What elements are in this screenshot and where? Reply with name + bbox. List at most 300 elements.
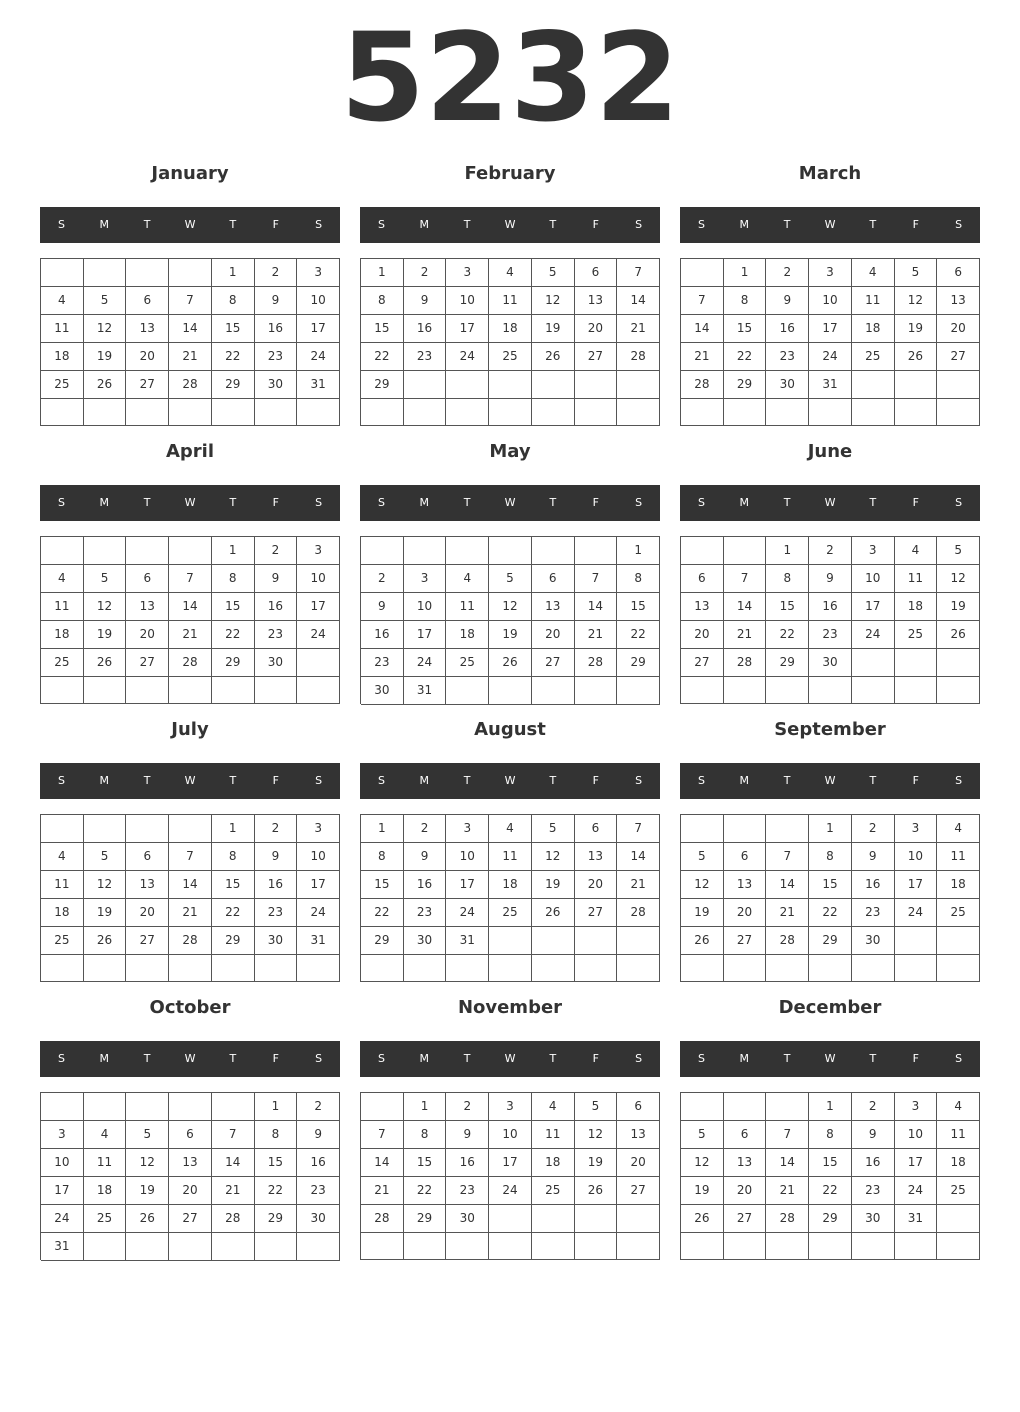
day-cell: 24 (895, 899, 938, 927)
day-cell: 7 (169, 843, 212, 871)
day-cell: 7 (212, 1121, 255, 1149)
day-cell: 11 (84, 1149, 127, 1177)
day-cell: 28 (617, 899, 660, 927)
day-cell: 27 (724, 1205, 767, 1233)
day-cell: 29 (404, 1205, 447, 1233)
day-cell: 20 (575, 871, 618, 899)
day-cell: 12 (681, 871, 724, 899)
empty-cell (169, 1233, 212, 1261)
day-cell: 13 (126, 593, 169, 621)
empty-cell (361, 955, 404, 982)
day-cell: 17 (895, 1149, 938, 1177)
empty-cell (255, 955, 298, 982)
empty-cell (255, 1233, 298, 1261)
weekday-label: F (272, 1052, 279, 1065)
day-cell: 8 (212, 287, 255, 315)
empty-cell (681, 259, 724, 287)
day-cell: 27 (724, 927, 767, 955)
empty-cell (617, 399, 660, 426)
day-cell: 30 (809, 649, 852, 677)
day-cell: 23 (852, 1177, 895, 1205)
day-cell: 29 (212, 649, 255, 677)
day-cell: 14 (617, 843, 660, 871)
day-cell: 25 (446, 649, 489, 677)
empty-cell (126, 815, 169, 843)
empty-cell (212, 399, 255, 426)
day-cell: 7 (361, 1121, 404, 1149)
day-cell: 8 (361, 287, 404, 315)
empty-cell (895, 371, 938, 399)
day-cell: 11 (489, 843, 532, 871)
month-name: October (149, 997, 231, 1018)
day-cell: 8 (809, 1121, 852, 1149)
empty-cell (617, 927, 660, 955)
day-cell: 8 (617, 565, 660, 593)
weekday-label: S (697, 218, 705, 231)
empty-cell (169, 399, 212, 426)
day-cell: 12 (532, 843, 575, 871)
weekday-label: T (143, 218, 151, 231)
day-cell: 15 (255, 1149, 298, 1177)
empty-cell (489, 371, 532, 399)
empty-cell (937, 649, 980, 677)
day-cell: 27 (169, 1205, 212, 1233)
weekday-label: S (635, 774, 643, 787)
empty-cell (937, 955, 980, 982)
empty-cell (169, 259, 212, 287)
day-cell: 7 (575, 565, 618, 593)
day-cell: 3 (297, 815, 340, 843)
day-cell: 17 (852, 593, 895, 621)
empty-cell (575, 537, 618, 565)
day-cell: 12 (532, 287, 575, 315)
empty-cell (895, 927, 938, 955)
day-cell: 10 (895, 843, 938, 871)
day-cell: 17 (809, 315, 852, 343)
day-cell: 14 (169, 871, 212, 899)
day-cell: 14 (681, 315, 724, 343)
empty-cell (575, 927, 618, 955)
day-cell: 3 (404, 565, 447, 593)
day-cell: 25 (532, 1177, 575, 1205)
day-cell: 4 (41, 843, 84, 871)
day-cell: 26 (532, 899, 575, 927)
day-cell: 17 (41, 1177, 84, 1205)
day-cell: 2 (255, 815, 298, 843)
day-cell: 4 (489, 815, 532, 843)
weekday-label: S (635, 1052, 643, 1065)
weekday-label: S (57, 496, 65, 509)
day-cell: 9 (255, 287, 298, 315)
day-cell: 22 (212, 621, 255, 649)
empty-cell (84, 815, 127, 843)
day-cell: 18 (84, 1177, 127, 1205)
empty-cell (212, 955, 255, 982)
day-cell: 12 (84, 315, 127, 343)
month-december (680, 992, 980, 1270)
day-cell: 18 (446, 621, 489, 649)
month-name: May (489, 441, 531, 462)
day-cell: 15 (617, 593, 660, 621)
day-cell: 10 (297, 287, 340, 315)
day-cell: 4 (41, 565, 84, 593)
empty-cell (84, 537, 127, 565)
day-cell: 3 (852, 537, 895, 565)
weekday-label: S (697, 774, 705, 787)
day-cell: 9 (297, 1121, 340, 1149)
day-cell: 19 (84, 343, 127, 371)
empty-cell (532, 927, 575, 955)
day-cell: 1 (724, 259, 767, 287)
weekday-label: W (824, 1052, 836, 1065)
empty-cell (404, 399, 447, 426)
day-cell: 2 (852, 815, 895, 843)
weekday-label: T (143, 1052, 151, 1065)
weekday-label: W (504, 1052, 516, 1065)
weekday-label: T (869, 774, 877, 787)
weekday-label: W (184, 774, 196, 787)
day-cell: 1 (212, 815, 255, 843)
weekday-header (360, 1041, 660, 1077)
day-cell: 28 (575, 649, 618, 677)
day-cell: 24 (809, 343, 852, 371)
day-cell: 29 (809, 927, 852, 955)
day-cell: 22 (255, 1177, 298, 1205)
day-cell: 7 (617, 259, 660, 287)
empty-cell (489, 927, 532, 955)
day-cell: 23 (446, 1177, 489, 1205)
day-cell: 11 (937, 1121, 980, 1149)
empty-cell (126, 537, 169, 565)
day-cell: 26 (575, 1177, 618, 1205)
day-cell: 26 (681, 1205, 724, 1233)
month-june (680, 436, 980, 714)
month-name: June (807, 441, 853, 462)
empty-cell (446, 677, 489, 705)
day-cell: 9 (404, 843, 447, 871)
day-cell: 5 (937, 537, 980, 565)
empty-cell (489, 677, 532, 705)
day-cell: 9 (255, 843, 298, 871)
day-cell: 2 (446, 1093, 489, 1121)
empty-cell (212, 1233, 255, 1261)
empty-cell (852, 371, 895, 399)
empty-cell (895, 399, 938, 426)
day-cell: 11 (937, 843, 980, 871)
empty-cell (575, 371, 618, 399)
day-cell: 25 (937, 899, 980, 927)
empty-cell (169, 1093, 212, 1121)
empty-cell (169, 537, 212, 565)
day-cell: 3 (41, 1121, 84, 1149)
day-cell: 10 (852, 565, 895, 593)
day-grid (680, 814, 980, 982)
day-cell: 30 (255, 927, 298, 955)
empty-cell (255, 399, 298, 426)
day-cell: 13 (681, 593, 724, 621)
day-cell: 29 (766, 649, 809, 677)
empty-cell (937, 927, 980, 955)
weekday-header (40, 1041, 340, 1077)
day-cell: 19 (84, 621, 127, 649)
empty-cell (361, 399, 404, 426)
month-name: January (151, 163, 229, 184)
day-cell: 24 (446, 343, 489, 371)
day-cell: 17 (297, 593, 340, 621)
weekday-label: T (463, 774, 471, 787)
day-cell: 22 (809, 899, 852, 927)
weekday-label: T (463, 496, 471, 509)
day-cell: 20 (575, 315, 618, 343)
empty-cell (937, 1205, 980, 1233)
weekday-label: W (504, 496, 516, 509)
weekday-label: S (955, 1052, 963, 1065)
day-cell: 28 (361, 1205, 404, 1233)
day-cell: 11 (446, 593, 489, 621)
day-cell: 28 (766, 1205, 809, 1233)
day-cell: 9 (446, 1121, 489, 1149)
day-cell: 6 (126, 287, 169, 315)
day-cell: 2 (255, 259, 298, 287)
weekday-label: W (824, 774, 836, 787)
month-november (360, 992, 660, 1270)
day-cell: 26 (84, 927, 127, 955)
day-cell: 11 (41, 871, 84, 899)
day-cell: 4 (532, 1093, 575, 1121)
day-cell: 28 (617, 343, 660, 371)
day-cell: 26 (84, 371, 127, 399)
day-cell: 29 (617, 649, 660, 677)
day-grid (40, 258, 340, 426)
day-cell: 12 (937, 565, 980, 593)
empty-cell (84, 399, 127, 426)
weekday-label: M (419, 218, 430, 231)
weekday-label: W (504, 218, 516, 231)
day-cell: 8 (404, 1121, 447, 1149)
month-september (680, 714, 980, 992)
day-cell: 14 (361, 1149, 404, 1177)
empty-cell (575, 677, 618, 705)
month-name: March (798, 163, 862, 184)
month-name: November (457, 997, 563, 1018)
empty-cell (724, 399, 767, 426)
day-cell: 2 (361, 565, 404, 593)
empty-cell (852, 677, 895, 704)
day-cell: 10 (297, 843, 340, 871)
empty-cell (41, 1093, 84, 1121)
day-cell: 30 (852, 1205, 895, 1233)
month-name: September (774, 719, 886, 740)
day-cell: 4 (895, 537, 938, 565)
day-cell: 21 (766, 899, 809, 927)
empty-cell (681, 399, 724, 426)
empty-cell (852, 649, 895, 677)
day-cell: 9 (255, 565, 298, 593)
empty-cell (212, 677, 255, 704)
weekday-label: M (739, 774, 750, 787)
empty-cell (126, 955, 169, 982)
day-cell: 12 (126, 1149, 169, 1177)
day-cell: 27 (532, 649, 575, 677)
day-cell: 25 (84, 1205, 127, 1233)
day-cell: 20 (724, 899, 767, 927)
empty-cell (446, 371, 489, 399)
day-cell: 9 (809, 565, 852, 593)
day-cell: 24 (297, 899, 340, 927)
day-cell: 19 (681, 899, 724, 927)
day-cell: 23 (852, 899, 895, 927)
day-cell: 18 (489, 871, 532, 899)
day-cell: 1 (809, 815, 852, 843)
empty-cell (84, 677, 127, 704)
day-cell: 10 (895, 1121, 938, 1149)
day-cell: 5 (84, 287, 127, 315)
day-cell: 7 (169, 287, 212, 315)
day-cell: 19 (84, 899, 127, 927)
weekday-label: T (869, 218, 877, 231)
day-cell: 7 (617, 815, 660, 843)
day-cell: 29 (212, 371, 255, 399)
day-cell: 10 (41, 1149, 84, 1177)
day-cell: 15 (766, 593, 809, 621)
day-cell: 5 (681, 843, 724, 871)
day-cell: 2 (255, 537, 298, 565)
empty-cell (724, 1233, 767, 1260)
day-cell: 14 (766, 1149, 809, 1177)
day-cell: 28 (766, 927, 809, 955)
day-cell: 4 (489, 259, 532, 287)
day-cell: 26 (532, 343, 575, 371)
empty-cell (169, 815, 212, 843)
day-cell: 25 (41, 927, 84, 955)
weekday-header (680, 485, 980, 521)
day-cell: 28 (681, 371, 724, 399)
weekday-header (360, 763, 660, 799)
day-cell: 25 (489, 343, 532, 371)
empty-cell (41, 399, 84, 426)
empty-cell (169, 677, 212, 704)
day-cell: 11 (532, 1121, 575, 1149)
weekday-label: S (955, 496, 963, 509)
day-cell: 27 (126, 927, 169, 955)
day-cell: 26 (681, 927, 724, 955)
weekday-label: F (912, 218, 919, 231)
day-cell: 25 (41, 649, 84, 677)
day-cell: 18 (41, 343, 84, 371)
empty-cell (724, 815, 767, 843)
weekday-label: S (955, 218, 963, 231)
weekday-label: T (783, 218, 791, 231)
day-cell: 23 (297, 1177, 340, 1205)
day-cell: 14 (724, 593, 767, 621)
empty-cell (681, 1093, 724, 1121)
day-cell: 24 (41, 1205, 84, 1233)
day-cell: 3 (446, 815, 489, 843)
day-cell: 31 (895, 1205, 938, 1233)
weekday-label: F (912, 774, 919, 787)
day-cell: 10 (809, 287, 852, 315)
weekday-label: F (592, 774, 599, 787)
day-cell: 17 (404, 621, 447, 649)
day-cell: 30 (766, 371, 809, 399)
weekday-label: W (504, 774, 516, 787)
weekday-label: T (229, 496, 237, 509)
day-cell: 1 (766, 537, 809, 565)
day-cell: 30 (404, 927, 447, 955)
day-grid (360, 1092, 660, 1260)
day-cell: 15 (809, 871, 852, 899)
weekday-label: F (592, 1052, 599, 1065)
weekday-label: M (739, 1052, 750, 1065)
day-cell: 10 (297, 565, 340, 593)
weekday-label: T (229, 218, 237, 231)
empty-cell (489, 955, 532, 982)
day-cell: 24 (852, 621, 895, 649)
weekday-label: S (57, 1052, 65, 1065)
empty-cell (809, 1233, 852, 1260)
day-cell: 20 (681, 621, 724, 649)
day-cell: 23 (809, 621, 852, 649)
empty-cell (766, 1233, 809, 1260)
day-cell: 30 (361, 677, 404, 705)
day-cell: 24 (489, 1177, 532, 1205)
day-cell: 22 (404, 1177, 447, 1205)
weekday-label: M (99, 1052, 110, 1065)
empty-cell (724, 537, 767, 565)
empty-cell (766, 1093, 809, 1121)
day-cell: 16 (809, 593, 852, 621)
day-cell: 16 (255, 593, 298, 621)
day-cell: 23 (361, 649, 404, 677)
weekday-header (40, 485, 340, 521)
empty-cell (724, 677, 767, 704)
empty-cell (532, 371, 575, 399)
empty-cell (297, 649, 340, 677)
weekday-label: S (377, 218, 385, 231)
day-cell: 27 (575, 899, 618, 927)
day-cell: 6 (724, 843, 767, 871)
day-cell: 9 (361, 593, 404, 621)
empty-cell (681, 815, 724, 843)
empty-cell (489, 1233, 532, 1260)
empty-cell (809, 955, 852, 982)
empty-cell (84, 955, 127, 982)
day-cell: 22 (766, 621, 809, 649)
weekday-label: S (57, 218, 65, 231)
weekday-label: S (955, 774, 963, 787)
day-cell: 24 (895, 1177, 938, 1205)
weekday-label: W (184, 1052, 196, 1065)
day-cell: 8 (212, 565, 255, 593)
day-cell: 30 (255, 649, 298, 677)
empty-cell (724, 955, 767, 982)
day-cell: 17 (446, 315, 489, 343)
day-cell: 21 (212, 1177, 255, 1205)
empty-cell (766, 955, 809, 982)
day-cell: 20 (724, 1177, 767, 1205)
weekday-label: S (635, 218, 643, 231)
weekday-label: M (739, 218, 750, 231)
day-cell: 4 (41, 287, 84, 315)
day-cell: 19 (681, 1177, 724, 1205)
day-cell: 5 (84, 565, 127, 593)
day-cell: 27 (617, 1177, 660, 1205)
empty-cell (937, 371, 980, 399)
day-cell: 5 (681, 1121, 724, 1149)
weekday-label: M (99, 774, 110, 787)
day-cell: 28 (724, 649, 767, 677)
day-cell: 5 (532, 815, 575, 843)
